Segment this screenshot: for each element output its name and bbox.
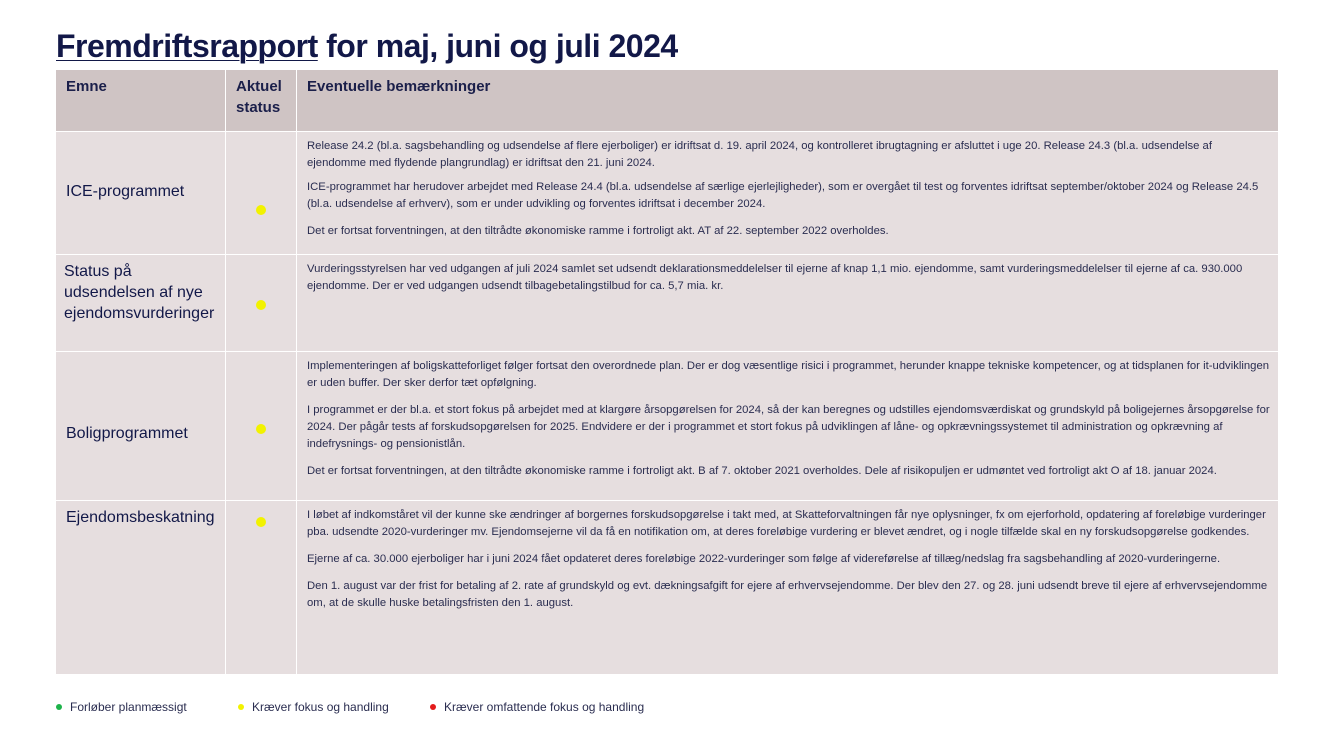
row-topic: ICE-programmet bbox=[66, 183, 185, 200]
remark-paragraph: Ejerne af ca. 30.000 ejerboliger har i juni 2024 fået opdateret deres foreløbige 2022-vurderinger som følge af videreførelse af tillæg/nedslag fra sagsbehandling af 2020-vurderingerne. bbox=[307, 553, 1221, 565]
remark-paragraph: I programmet er der bl.a. et stort fokus på arbejdet med at klargøre årsopgørelsen for 2024, så der kan beregnes og udstilles ejendomsværdiskat og grundskyld på boligejernes årsopgørelse for 2024. Der pågår tests af forskudsopgørelsen for 2025. Endvidere er der i programmet et stort fokus på udviklingen af låne- og opkrævningssystemet til administration og opkrævning af indefrysnings- og pensionistlån. bbox=[307, 404, 1270, 450]
remark-paragraph: I løbet af indkomståret vil der kunne ske ændringer af borgernes forskudsopgørelse i takt med, at Skatteforvaltningen får nye oplysninger, fx om ejerforhold, opdatering af foreløbige vurderinger pba. udsendte 2020-vurderinger mv. Ejendomsejerne vil da få en notifikation om, at deres foreløbige vurdering er blevet ændret, og i nogle tilfælde skal en ny forskudsopgørelse godkendes. bbox=[307, 509, 1266, 538]
page-title-part2: for maj, juni og juli 2024 bbox=[317, 28, 678, 64]
row-remarks-cell bbox=[297, 132, 1279, 255]
remark-paragraph: Det er fortsat forventningen, at den tiltrådte økonomiske ramme i fortroligt akt. AT af 22. september 2022 overholdes. bbox=[307, 225, 889, 237]
header-topic: Emne bbox=[56, 70, 226, 132]
legend-dot-yellow bbox=[238, 704, 244, 710]
legend-item bbox=[238, 700, 389, 714]
row-remarks-cell bbox=[297, 255, 1279, 352]
remark-paragraph: ICE-programmet har herudover arbejdet med Release 24.4 (bl.a. udsendelse af særlige ejerlejligheder), som er overgået til test og forventes idriftsat september/oktober 2024 og Release 24.5 (bl.a. udsendelse af erhverv), som er under udvikling og forventes idriftsat i december 2024. bbox=[307, 181, 1259, 210]
row-status-cell bbox=[226, 255, 297, 352]
table-row bbox=[56, 255, 1279, 352]
row-topic-cell bbox=[56, 501, 226, 675]
row-topic: Ejendomsbeskatning bbox=[66, 509, 215, 526]
row-remarks-cell bbox=[297, 501, 1279, 675]
row-status-cell bbox=[226, 501, 297, 675]
legend-label: Kræver fokus og handling bbox=[252, 700, 389, 714]
status-dot-yellow bbox=[256, 300, 266, 310]
page-title bbox=[56, 28, 678, 65]
table-row bbox=[56, 132, 1279, 255]
legend-label: Forløber planmæssigt bbox=[70, 700, 187, 714]
row-topic: Boligprogrammet bbox=[66, 425, 188, 442]
header-remarks: Eventuelle bemærkninger bbox=[297, 70, 1279, 132]
table-row bbox=[56, 501, 1279, 675]
row-status-cell bbox=[226, 132, 297, 255]
table-header-row bbox=[56, 70, 1279, 132]
remark-paragraph: Det er fortsat forventningen, at den tiltrådte økonomiske ramme i fortroligt akt. B af 7. oktober 2021 overholdes. Dele af risikopuljen er udmøntet ved fortroligt akt O af 18. januar 2024. bbox=[307, 465, 1217, 477]
row-topic-cell bbox=[56, 255, 226, 352]
remark-paragraph: Implementeringen af boligskatteforliget følger fortsat den overordnede plan. Der er dog væsentlige risici i programmet, herunder knappe tekniske kompetencer, og at tidsplanen for it-udviklingen er uden buffer. Der sker derfor tæt opfølgning. bbox=[307, 360, 1270, 389]
remark-paragraph: Release 24.2 (bl.a. sagsbehandling og udsendelse af flere ejerboliger) er idriftsat d. 19. april 2024, og kontrolleret ibrugtagning er afsluttet i uge 20. Release 24.3 (bl.a. udsendelse af ejendomme med flydende plangrundlag) er idriftsat den 21. juni 2024. bbox=[307, 140, 1212, 169]
legend-item bbox=[430, 700, 644, 714]
header-status: Aktuel status bbox=[226, 70, 297, 132]
row-topic-cell bbox=[56, 132, 226, 255]
table-row bbox=[56, 352, 1279, 501]
remark-paragraph: Den 1. august var der frist for betaling af 2. rate af grundskyld og evt. dækningsafgift for ejere af erhvervsejendomme. Der blev den 27. og 28. juni udsendt breve til ejere af erhvervsejendomme om, at de skulle huske betalingsfristen den 1. august. bbox=[307, 580, 1268, 609]
legend-item bbox=[56, 700, 187, 714]
row-status-cell bbox=[226, 352, 297, 501]
remark-paragraph: Vurderingsstyrelsen har ved udgangen af juli 2024 samlet set udsendt deklarationsmeddelelser til ejerne af knap 1,1 mio. ejendomme, samt vurderingsmeddelelser til ejerne af ca. 930.000 ejendomme. Der er ved udgangen udsendt tilbagebetalingstilbud for ca. 5,7 mia. kr. bbox=[307, 263, 1243, 292]
status-dot-yellow bbox=[256, 205, 266, 215]
page-title-part1: Fremdriftsrapport bbox=[56, 28, 318, 64]
status-dot-yellow bbox=[256, 424, 266, 434]
legend-dot-green bbox=[56, 704, 62, 710]
row-remarks-cell bbox=[297, 352, 1279, 501]
legend-label: Kræver omfattende fokus og handling bbox=[444, 700, 645, 714]
status-dot-yellow bbox=[256, 517, 266, 527]
row-topic: Status på udsendelsen af nye ejendomsvurderinger bbox=[64, 263, 215, 322]
progress-table bbox=[55, 69, 1279, 675]
legend-dot-red bbox=[430, 704, 436, 710]
row-topic-cell bbox=[56, 352, 226, 501]
